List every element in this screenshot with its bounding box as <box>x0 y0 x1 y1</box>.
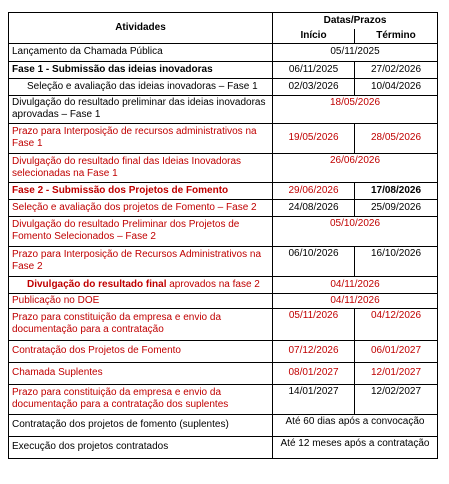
table-row <box>9 199 438 216</box>
activity-cell: Fase 2 - Submissão dos Projetos de Fomento <box>9 182 273 199</box>
table-row <box>9 43 438 61</box>
activity-bold-part: Divulgação do resultado final <box>27 278 167 290</box>
date-cell: 04/11/2026 <box>273 293 438 308</box>
col-activities-header: Atividades <box>9 13 273 44</box>
start-date-cell: 24/08/2026 <box>273 199 355 216</box>
col-dates-header: Datas/Prazos <box>273 13 438 29</box>
end-date-cell: 10/04/2026 <box>355 78 438 95</box>
col-start-header: Início <box>273 29 355 44</box>
date-cell: Até 60 dias após a convocação <box>273 414 438 436</box>
start-date-cell: 07/12/2026 <box>273 340 355 362</box>
end-date-cell: 28/05/2026 <box>355 123 438 153</box>
activity-cell: Prazo para Interposição de recursos administrativos na Fase 1 <box>9 123 273 153</box>
activity-cell: Seleção e avaliação dos projetos de Fomento – Fase 2 <box>9 199 273 216</box>
table-row <box>9 340 438 362</box>
activity-cell: Contratação dos projetos de fomento (suplentes) <box>9 414 273 436</box>
end-date-cell: 12/01/2027 <box>355 362 438 384</box>
end-date-cell: 12/02/2027 <box>355 384 438 414</box>
col-end-header: Término <box>355 29 438 44</box>
start-date-cell: 29/06/2026 <box>273 182 355 199</box>
end-date-cell: 04/12/2026 <box>355 308 438 340</box>
activity-cell <box>9 276 273 293</box>
start-date-cell: 06/10/2026 <box>273 246 355 276</box>
end-date-cell: 16/10/2026 <box>355 246 438 276</box>
table-row <box>9 308 438 340</box>
activity-cell: Divulgação do resultado final das Ideias Inovadoras selecionadas na Fase 1 <box>9 153 273 182</box>
table-row <box>9 276 438 293</box>
activity-cell: Divulgação do resultado preliminar das ideias inovadoras aprovadas – Fase 1 <box>9 95 273 123</box>
activity-cell: Prazo para constituição da empresa e envio da documentação para a contratação dos suplentes <box>9 384 273 414</box>
activity-cell: Divulgação do resultado Preliminar dos Projetos de Fomento Selecionados – Fase 2 <box>9 216 273 246</box>
table-row <box>9 384 438 414</box>
end-date-cell: 17/08/2026 <box>355 182 438 199</box>
activity-cell: Publicação no DOE <box>9 293 273 308</box>
end-date-cell: 25/09/2026 <box>355 199 438 216</box>
activity-cell: Fase 1 - Submissão das ideias inovadoras <box>9 61 273 78</box>
table-row <box>9 153 438 182</box>
date-cell: 26/06/2026 <box>273 153 438 182</box>
table-row <box>9 61 438 78</box>
table-row <box>9 95 438 123</box>
table-row <box>9 216 438 246</box>
table-row <box>9 78 438 95</box>
start-date-cell: 02/03/2026 <box>273 78 355 95</box>
activity-cell: Prazo para constituição da empresa e envio da documentação para a contratação <box>9 308 273 340</box>
activity-cell: Contratação dos Projetos de Fomento <box>9 340 273 362</box>
activity-cell: Seleção e avaliação das ideias inovadoras – Fase 1 <box>9 78 273 95</box>
start-date-cell: 05/11/2026 <box>273 308 355 340</box>
table-row <box>9 246 438 276</box>
date-cell: Até 12 meses após a contratação <box>273 436 438 458</box>
start-date-cell: 06/11/2025 <box>273 61 355 78</box>
table-row <box>9 414 438 436</box>
activity-cell: Prazo para Interposição de Recursos Administrativos na Fase 2 <box>9 246 273 276</box>
date-cell: 18/05/2026 <box>273 95 438 123</box>
end-date-cell: 27/02/2026 <box>355 61 438 78</box>
schedule-table <box>8 12 438 459</box>
activity-cell: Execução dos projetos contratados <box>9 436 273 458</box>
table-row <box>9 293 438 308</box>
start-date-cell: 14/01/2027 <box>273 384 355 414</box>
table-row <box>9 182 438 199</box>
date-cell: 04/11/2026 <box>273 276 438 293</box>
table-row <box>9 362 438 384</box>
table-header-row <box>9 13 438 29</box>
table-row <box>9 436 438 458</box>
activity-cell: Chamada Suplentes <box>9 362 273 384</box>
activity-rest-part: aprovados na fase 2 <box>166 278 260 290</box>
date-cell: 05/10/2026 <box>273 216 438 246</box>
start-date-cell: 08/01/2027 <box>273 362 355 384</box>
activity-cell: Lançamento da Chamada Pública <box>9 43 273 61</box>
end-date-cell: 06/01/2027 <box>355 340 438 362</box>
table-row <box>9 123 438 153</box>
start-date-cell: 19/05/2026 <box>273 123 355 153</box>
date-cell: 05/11/2025 <box>273 43 438 61</box>
